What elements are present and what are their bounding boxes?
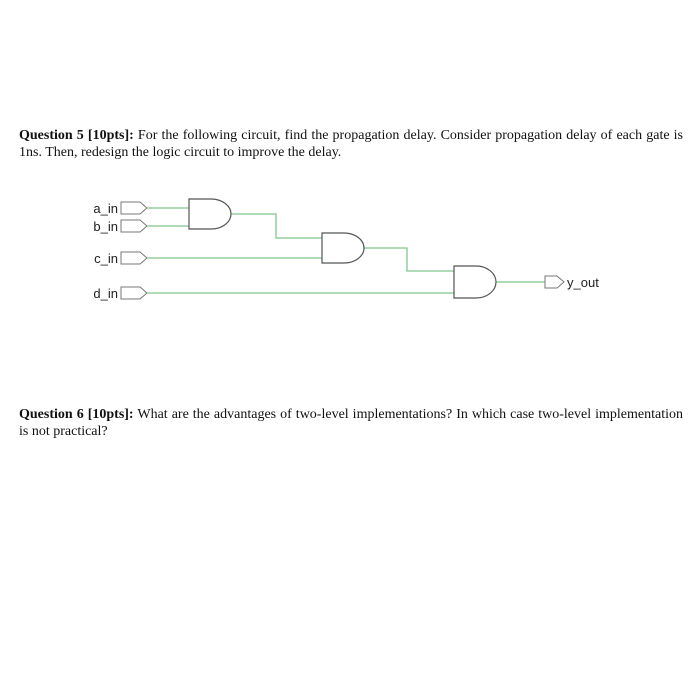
input-label-d: d_in	[93, 286, 118, 301]
input-pin-c	[121, 252, 147, 264]
question-5-heading: Question 5 [10pts]:	[19, 128, 134, 143]
question-5-text: For the following circuit, find the propagation delay. Consider propagation delay of each gate is 1ns. Then, redesign the logic circuit to improve the delay.	[19, 128, 684, 160]
input-pin-b	[121, 220, 147, 232]
and-gate-3	[454, 266, 496, 298]
wire-gate1-out	[231, 214, 322, 238]
output-label-y: y_out	[567, 275, 599, 290]
and-gate-2	[322, 233, 364, 263]
wire-gate2-out	[364, 248, 454, 271]
question-6-text: What are the advantages of two-level implementations? In which case two-level implementation is not practical?	[19, 407, 683, 439]
question-6-heading: Question 6 [10pts]:	[19, 407, 134, 422]
input-pin-a	[121, 202, 147, 214]
input-pin-d	[121, 287, 147, 299]
question-6	[19, 406, 683, 440]
input-label-a: a_in	[93, 201, 118, 216]
input-label-b: b_in	[93, 219, 118, 234]
input-label-c: c_in	[94, 251, 118, 266]
output-pin-y	[545, 276, 564, 288]
and-gate-1	[189, 199, 231, 229]
